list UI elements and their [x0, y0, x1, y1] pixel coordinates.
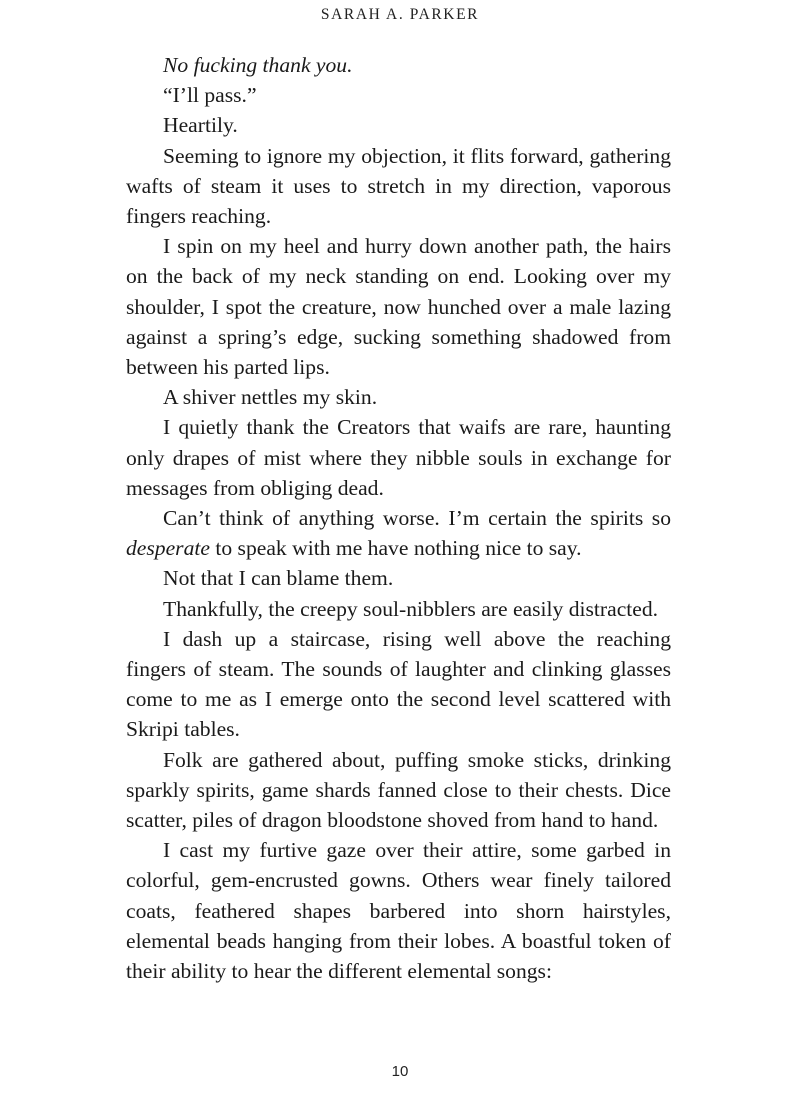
paragraph: Seeming to ignore my objection, it flits forward, gathering wafts of steam it uses to stretch in my direction, vaporous fingers reaching.	[126, 143, 671, 229]
paragraph: “I’ll pass.”	[163, 83, 257, 108]
text-run: Can’t think of anything worse. I’m certain the spirits so	[163, 506, 671, 531]
italic-text: desperate	[126, 536, 210, 561]
paragraph: Folk are gathered about, puffing smoke sticks, drinking sparkly spirits, game shards fanned close to their chests. Dice scatter, piles of dragon bloodstone shoved from hand to hand.	[126, 747, 671, 833]
paragraph: I quietly thank the Creators that waifs are rare, haunting only drapes of mist where they nibble souls in exchange for messages from obliging dead.	[126, 415, 671, 500]
paragraph	[126, 50, 671, 80]
paragraph: I spin on my heel and hurry down another path, the hairs on the back of my neck standing on end. Looking over my shoulder, I spot the creature, now hunched over a male lazing against a spring’s edge, sucking something shadowed from between his parted lips.	[126, 234, 671, 380]
paragraph: I dash up a staircase, rising well above the reaching fingers of steam. The sounds of laughter and clinking glasses come to me as I emerge onto the second level scattered with Skripi tables.	[126, 626, 671, 742]
running-head-author: SARAH A. PARKER	[320, 6, 480, 23]
text-run: to speak with me have nothing nice to say.	[209, 536, 582, 561]
paragraph: Heartily.	[163, 113, 238, 138]
paragraph: Thankfully, the creepy soul-nibblers are easily distracted.	[163, 596, 659, 621]
paragraph: Not that I can blame them.	[163, 566, 394, 591]
paragraph: A shiver nettles my skin.	[163, 385, 378, 410]
paragraph	[126, 503, 671, 563]
page-number: 10	[391, 1063, 409, 1080]
body-text	[126, 50, 671, 986]
italic-text: No fucking thank you.	[163, 53, 353, 77]
paragraph: I cast my furtive gaze over their attire, some garbed in colorful, gem-encrusted gowns. Others wear finely tailored coats, feathered shapes barbered into shorn hairstyles, elemental beads hanging from their lobes. A boastful token of their ability to hear the different elemental songs:	[126, 838, 671, 984]
